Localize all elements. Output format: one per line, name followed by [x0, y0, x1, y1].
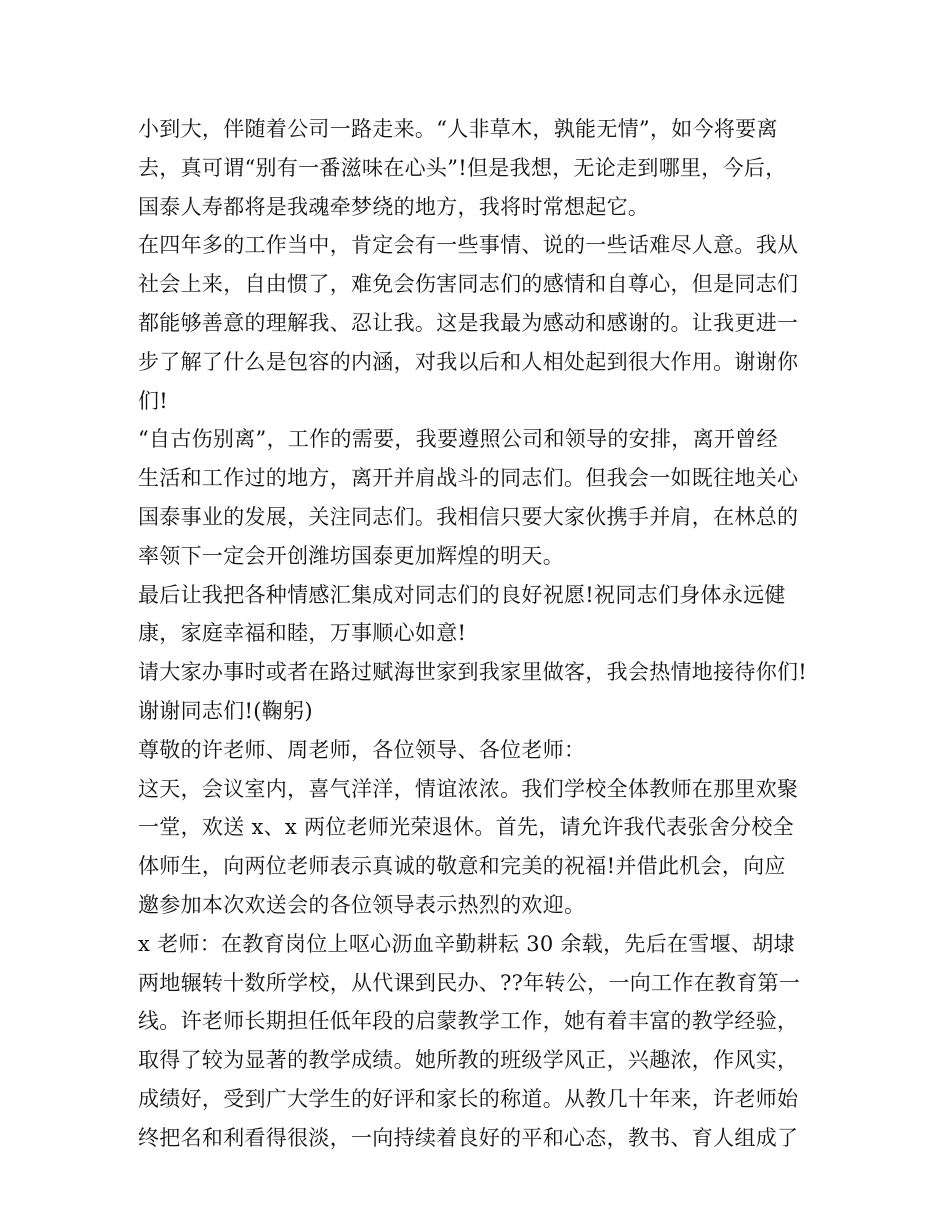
text-line: 都能够善意的理解我、忍让我。这是我最为感动和感谢的。让我更进一 [138, 310, 799, 335]
text-line: 线。许老师长期担任低年段的启蒙教学工作，她有着丰富的教学经验， [138, 1009, 799, 1034]
text-line: 步了解了什么是包容的内涵，对我以后和人相处起到很大作用。谢谢你 [138, 349, 799, 374]
text-line: 终把名和利看得很淡，一向持续着良好的平和心态，教书、育人组成了 [138, 1125, 799, 1150]
document-body [138, 110, 828, 1158]
text-line: 邀参加本次欢送会的各位领导表示热烈的欢迎。 [138, 892, 586, 917]
text-line: 一堂，欢送 x、x 两位老师光荣退休。首先，请允许我代表张舍分校全 [138, 815, 794, 840]
text-line: 成绩好，受到广大学生的好评和家长的称道。从教几十年来，许老师始 [138, 1086, 799, 1111]
text-line: 国泰人寿都将是我魂牵梦绕的地方，我将时常想起它。 [138, 194, 650, 219]
text-line: 体师生，向两位老师表示真诚的敬意和完美的祝福!并借此机会，向应 [138, 854, 786, 879]
text-line: “自古伤别离”，工作的需要，我要遵照公司和领导的安排，离开曾经 [138, 427, 778, 452]
text-line: 社会上来，自由惯了，难免会伤害同志们的感情和自尊心，但是同志们 [138, 272, 799, 297]
text-line: 率领下一定会开创潍坊国泰更加辉煌的明天。 [138, 543, 564, 568]
text-line: 康，家庭幸福和睦，万事顺心如意! [138, 621, 467, 646]
text-line: 两地辗转十数所学校，从代课到民办、??年转公，一向工作在教育第一 [138, 970, 801, 995]
text-line: 这天，会议室内，喜气洋洋，情谊浓浓。我们学校全体教师在那里欢聚 [138, 776, 799, 801]
text-line: 谢谢同志们!(鞠躬) [138, 698, 313, 723]
text-line: 国泰事业的发展，关注同志们。我相信只要大家伙携手并肩，在林总的 [138, 504, 799, 529]
text-line: 尊敬的许老师、周老师，各位领导、各位老师： [138, 737, 586, 762]
text-line: 在四年多的工作当中，肯定会有一些事情、说的一些话难尽人意。我从 [138, 233, 799, 258]
text-line: 们! [138, 388, 169, 413]
text-line: 生活和工作过的地方，离开并肩战斗的同志们。但我会一如既往地关心 [138, 466, 799, 491]
text-line: 请大家办事时或者在路过赋海世家到我家里做客，我会热情地接待你们! [138, 660, 808, 685]
text-line: x 老师：在教育岗位上呕心沥血辛勤耕耘 30 余载，先后在雪堰、胡埭 [138, 931, 795, 956]
text-line: 取得了较为显著的教学成绩。她所教的班级学风正，兴趣浓，作风实， [138, 1048, 799, 1073]
text-line: 小到大，伴随着公司一路走来。“人非草木，孰能无情”，如今将要离 [138, 117, 778, 141]
text-line: 去，真可谓“别有一番滋味在心头”!但是我想，无论走到哪里，今后， [138, 155, 787, 180]
text-line: 最后让我把各种情感汇集成对同志们的良好祝愿!祝同志们身体永远健 [138, 582, 786, 607]
